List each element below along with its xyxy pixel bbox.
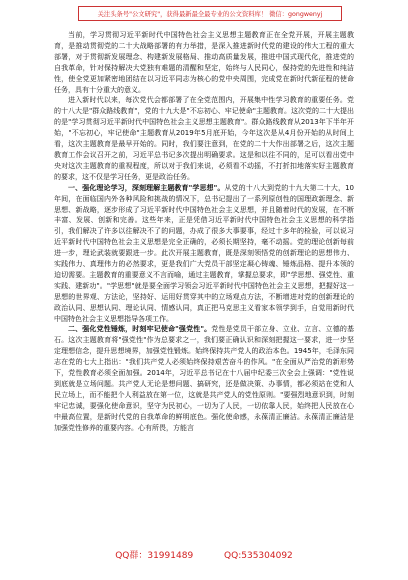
section-heading-study: 一、强化理论学习，深刻理解主题教育"学思想"。 — [68, 183, 225, 192]
paragraph-4 — [54, 324, 354, 433]
document-body — [54, 30, 354, 540]
paragraph-text: 进入新时代以来，每次党代会都部署了在全党范围内，开展集中性学习教育的重要任务。党的十八大是"群众路线教育"，党的十九大是"不忘初心、牢记使命"主题教育。这次党的二十大提出的是"学习贯彻习近平新时代中国特色社会主义思想主题教育"。群众路线教育从2013年下半年开始，"不忘初心，牢记使命"主题教育从2019年5月底开始，今年这次是从4月份开始的从时间上看，这次主题教育是最早开始的。同时，我们要注意到，在党的二十大作出部署之后，这次主题教育工作会议召开之前，习近平总书记多次提出明确要求。这是和以往不同的，足可以看出党中央对这次主题教育的重视程度，所以对于我们来说，必须看不动摇，不打折扣地落实好主题教育的要求，这不仅是学习任务，更是政治任务。 — [54, 96, 354, 181]
paragraph-text: 从党的十八大到党的十九大第二十大，10年间，在面临国内外各种风险和挑战的情况下，总书记提出了一系列原创性的国理政新理念、新思想、新战略，逐步形成了习近平新时代中国特色社会主义思想，并且随着时代的发展，在不断丰富、发展、创新和完善。这些年来，正是凭借习近平新时代中国特色社会主义思想的科学指引，我们解决了许多以往解决不了的问题，办成了很多大事要事，经过十多年的检验，可以说习近平新时代中国特色社会主义思想是完全正确的，必须长期坚持，毫不动摇。党的理论创新每前进一步，理论武装就要跟进一步。此次开展主题教育，既是深刻领悟党的创新理论的思想伟力、实践伟力、真理伟力的必然要求，更是我们广大党员干部坚定凝心铸魂、锤炼品格、提升本领的迫切需要。主题教育的重要意义不言而喻，通过主题教育，掌握总要求，即"学思想、强党性、重实践、建新功"。"学思想"就是要全面学习领会习近平新时代中国特色社会主义思想，把握好这一思想的世界观、方法论，坚持好、运用好贯穿其中的立场观点方法，不断增进对党的创新理论的政治认同、思想认同、理论认同、情感认同，真正把马克思主义看家本领学到手，自觉用新时代中国特色社会主义思想指导各项工作。 — [54, 183, 354, 323]
header-banner: 关注头条号"公文研究"，获得最新最全最专业的公文资料库！ 微信：gongwenyj — [78, 6, 342, 21]
paragraph-2 — [54, 95, 354, 182]
section-heading-party-spirit: 二、强化党性锤炼，时刻牢记使命"强党性"。 — [68, 325, 212, 334]
paragraph-3 — [54, 183, 354, 325]
footer-contact — [0, 548, 408, 561]
footer-qq-group: QQ群：31991489 — [115, 551, 194, 561]
footer-qq: QQ:535304092 — [224, 551, 293, 561]
paragraph-text: 党性是党员干部立身、立业、立言、立德的基石。这次主题教育将"强党性"作为总要求之一，我们要正确认识和深刻把握这一要求，进一步坚定理想信念，提升思想境界，加强党性锻炼。始终保持共产党人的政治本色。1945年，毛泽东同志在党的七大上指出："我们共产党人必须始终保持艰苦奋斗的作风。"在全面从严治党的新形势下，党性教育必须全面加强。2014年，习近平总书记在十八届中纪委三次全会上强调："党性说到底就是立场问题。共产党人无论是想问题、搞研究，还是做决策、办事情，都必须站在党和人民立场上，而不能把个人利益放在第一位，这就是共产党人的党性原则。"要强烈地意识到，时刻牢记忠诚，要强化使命意识，坚守为民初心，一切为了人民，一切依靠人民，始终把人民放在心中最高位置，是新时代党的自我革命的鲜明底色。强化使命感，永葆清正廉洁。永葆清正廉洁是加强党性修养的重要内容。心有所畏，方能言 — [54, 325, 354, 432]
paragraph-text: 当前，学习贯彻习近平新时代中国特色社会主义思想主题教育正在全党开展，开展主题教育，是推动贯彻党的二十大战略部署的有力举措，是深入推进新时代党的建设的伟大工程的重大部署，对于贯彻新发展理念、构建新发展格局、推动高质量发展，推进中国式现代化，推进党的自我革命，针对保持解决大党独有难题的清醒和坚定，始终与人民同心，保持党的先进性和纯洁性，使全党更加紧密地团结在以习近平同志为核心的党中央周围，完成党在新时代新征程的使命任务，具有十分重大的意义。 — [54, 31, 354, 94]
paragraph-1 — [54, 30, 354, 95]
